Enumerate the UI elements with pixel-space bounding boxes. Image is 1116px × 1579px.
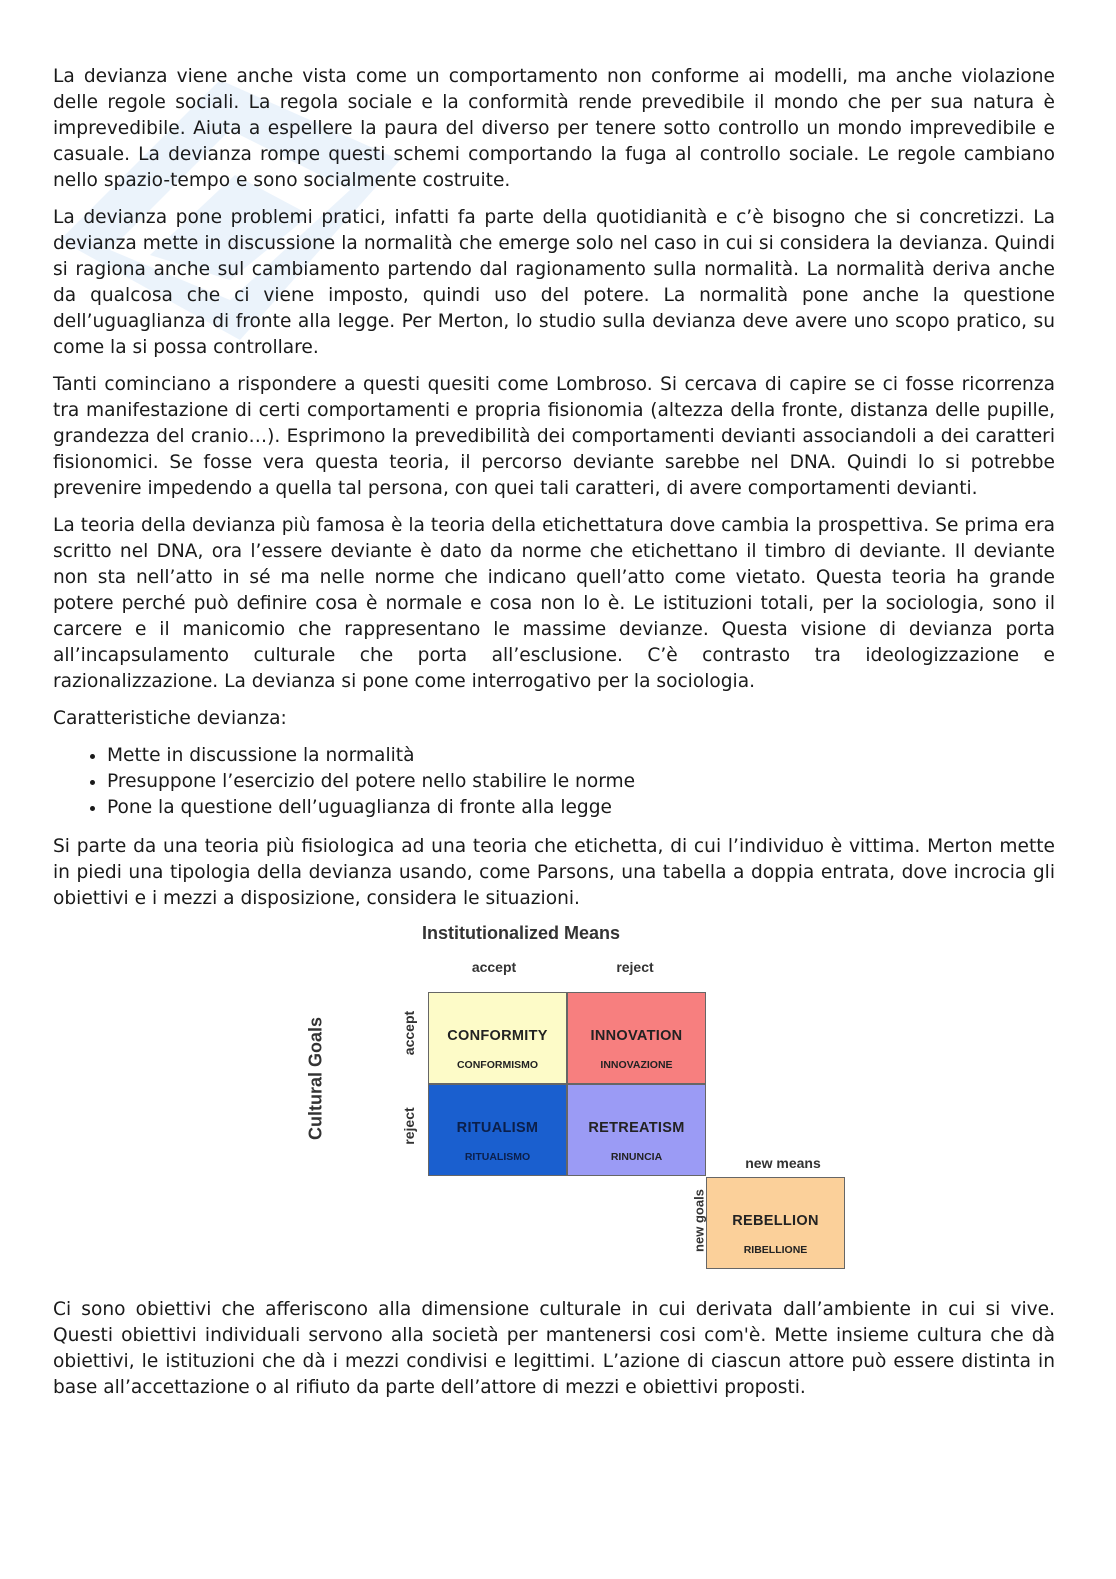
- paragraph-1: La devianza viene anche vista come un comportamento non conforme ai modelli, ma anche violazione delle regole sociali. La regola sociale e la conformità rende prevedibile il mondo che per sua natura è imprevedibile. Aiuta a espellere la paura del diverso per tenere sotto controllo un mondo imprevedibile e casuale. La devianza rompe questi schemi comportando la fuga al controllo sociale. Le regole cambiano nello spazio-tempo e sono socialmente costruite.: [53, 66, 1055, 191]
- column-label-reject: reject: [616, 959, 654, 975]
- cell-sublabel: RITUALISMO: [464, 1151, 531, 1163]
- cell-label: CONFORMITY: [447, 1028, 548, 1044]
- cell-sublabel: RIBELLIONE: [743, 1244, 808, 1256]
- paragraph-4: La teoria della devianza più famosa è la teoria della etichettatura dove cambia la prospettiva. Se prima era scritto nel DNA, ora l’essere deviante è dato da norme che etichettano il timbro di deviante. Il deviante non sta nell’atto in sé ma nelle norme che indicano quell’atto come vietato. Questa teoria ha grande potere perché può definire cosa è normale e cosa non lo è. Le istituzioni totali, per la sociologia, sono il carcere e il manicomio che rappresentano le massime devianze. Questa visione di devianza porta all’incapsulamento culturale che porta all’esclusione. C’è contrasto tra ideologizzazione e razionalizzazione. La devianza si pone come interrogativo per la sociologia.: [53, 515, 1055, 692]
- merton-typology-figure: [301, 923, 821, 1283]
- list-item: • Pone la questione dell’uguaglianza di fronte alla legge: [107, 795, 1055, 821]
- paragraph-2: La devianza pone problemi pratici, infatti fa parte della quotidianità e c’è bisogno che si concretizzi. La devianza mette in discussione la normalità che emerge solo nel caso in cui si considera la devianza. Quindi si ragiona anche sul cambiamento partendo dal ragionamento sulla normalità. La normalità deriva anche da qualcosa che ci viene imposto, quindi uso del potere. La normalità pone anche la questione dell’uguaglianza di fronte alla legge. Per Merton, lo studio sulla devianza deve avere uno scopo pratico, su come la si possa controllare.: [53, 207, 1055, 358]
- column-label-accept: accept: [471, 959, 517, 975]
- label-new-means: new means: [745, 1155, 821, 1171]
- cell-innovation: [567, 992, 706, 1084]
- cell-label: INNOVATION: [590, 1028, 683, 1044]
- cell-rebellion: [706, 1177, 845, 1269]
- list-item: • Presuppone l’esercizio del potere nello stabilire le norme: [107, 769, 1055, 795]
- paragraph-5: Caratteristiche devianza:: [53, 708, 287, 729]
- paragraph-7: Ci sono obiettivi che afferiscono alla dimensione culturale in cui derivata dall’ambiente in cui si vive. Questi obiettivi individuali servono alla società per mantenersi cosi com'è. Mette insieme cultura che dà obiettivi, le istituzioni che dà i mezzi condivisi e legittimi. L’azione di ciascun attore può essere distinta in base all’accettazione o al rifiuto da parte dell’attore di mezzi e obiettivi proposti.: [53, 1299, 1055, 1398]
- row-label-accept: accept: [401, 1010, 417, 1056]
- cell-sublabel: RINUNCIA: [610, 1151, 663, 1163]
- cell-ritualism: [428, 1084, 567, 1176]
- paragraph-3: Tanti cominciano a rispondere a questi quesiti come Lombroso. Si cercava di capire se ci fosse ricorrenza tra manifestazione di certi comportamenti e propria fisionomia (altezza della fronte, distanza delle pupille, grandezza del cranio…). Esprimono la prevedibilità dei comportamenti devianti associandoli a dei caratteri fisionomici. Se fosse vera questa teoria, il percorso deviante sarebbe nel DNA. Quindi lo si potrebbe prevenire impedendo a quella tal persona, con quei tali caratteri, di avere comportamenti devianti.: [53, 374, 1055, 499]
- cell-sublabel: INNOVAZIONE: [600, 1059, 673, 1071]
- row-title: Cultural Goals: [305, 1016, 326, 1141]
- figure-title: Institutionalized Means: [421, 923, 621, 943]
- cell-conformity: [428, 992, 567, 1084]
- paragraph-6: Si parte da una teoria più fisiologica ad una teoria che etichetta, di cui l’individuo è vittima. Merton mette in piedi una tipologia della devianza usando, come Parsons, una tabella a doppia entrata, dove incrocia gli obiettivi e i mezzi a disposizione, considera le situazioni.: [53, 836, 1055, 909]
- cell-label: RITUALISM: [456, 1120, 539, 1136]
- cell-sublabel: CONFORMISMO: [456, 1059, 539, 1071]
- list-item: • Mette in discussione la normalità: [107, 743, 1055, 769]
- cell-retreatism: [567, 1084, 706, 1176]
- row-label-reject: reject: [401, 1107, 417, 1145]
- cell-label: RETREATISM: [588, 1120, 685, 1136]
- cell-label: REBELLION: [732, 1213, 819, 1229]
- document-page: [53, 64, 1055, 1412]
- label-new-goals: new goals: [691, 1189, 707, 1252]
- bullet-list: [53, 743, 1055, 821]
